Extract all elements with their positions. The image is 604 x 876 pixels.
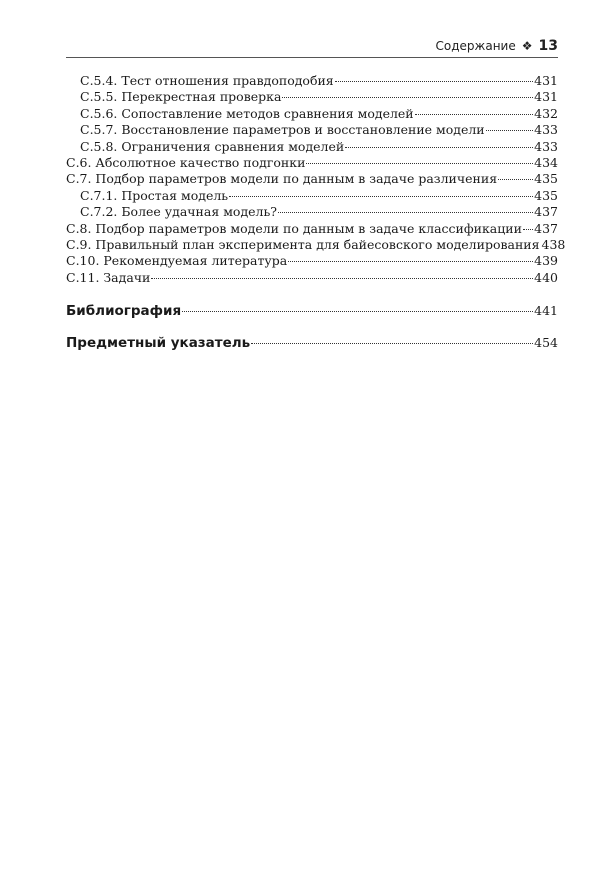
toc-entry-page: 434 (534, 154, 558, 170)
toc-entry-label: С.5.4. Тест отношения правдоподобия (80, 73, 334, 88)
table-of-contents (66, 73, 566, 353)
dot-leader (229, 195, 533, 197)
toc-entry[interactable] (66, 253, 558, 269)
dot-leader (278, 211, 533, 213)
toc-entry[interactable] (66, 171, 558, 187)
toc-chapter-bibliography[interactable] (66, 301, 558, 321)
toc-entry-label: С.11. Задачи (66, 269, 151, 285)
spacer (66, 321, 558, 333)
toc-entry-page: 433 (534, 138, 558, 154)
toc-entry-page: 439 (534, 253, 558, 269)
toc-entry[interactable] (66, 204, 558, 220)
toc-chapter-page: 441 (534, 303, 558, 319)
toc-entry[interactable] (66, 236, 566, 253)
toc-entry-label: С.6. Абсолютное качество подгонки (66, 154, 306, 170)
page-number: 13 (538, 38, 558, 54)
dot-leader (306, 162, 533, 164)
toc-entry[interactable] (66, 73, 558, 89)
toc-chapter-page: 454 (534, 335, 558, 351)
dot-leader (251, 342, 533, 344)
running-head (66, 36, 558, 56)
toc-entry[interactable] (66, 188, 558, 204)
toc-entry-label: С.5.5. Перекрестная проверка (80, 89, 282, 105)
toc-entry-page: 437 (534, 204, 558, 220)
running-head-title: Содержание (435, 39, 516, 53)
dot-leader (498, 178, 533, 180)
toc-entry-page: 435 (534, 171, 558, 187)
toc-entry-label: С.10. Рекомендуемая литература (66, 253, 288, 269)
toc-entry[interactable] (66, 122, 558, 138)
dot-leader (335, 80, 533, 82)
toc-entry-page: 435 (534, 187, 558, 203)
toc-entry-label: С.7.2. Более удачная модель? (80, 204, 277, 220)
toc-entry-label: С.9. Правильный план эксперимента для байесовского моделирования (66, 236, 540, 252)
toc-entry-label: С.5.6. Сопоставление методов сравнения моделей (80, 105, 414, 121)
toc-chapter-subject-index[interactable] (66, 333, 558, 353)
toc-entry[interactable] (66, 139, 558, 155)
toc-entry[interactable] (66, 221, 558, 237)
dot-leader (182, 310, 533, 312)
toc-entry-page: 431 (534, 73, 558, 88)
toc-entry[interactable] (66, 270, 558, 286)
header-rule (66, 57, 558, 58)
dot-leader (345, 146, 533, 148)
spacer (66, 286, 558, 301)
toc-entry-page: 438 (541, 236, 566, 252)
toc-entry-page: 433 (534, 122, 558, 138)
dot-leader (288, 260, 533, 262)
dot-leader (523, 228, 533, 230)
toc-entry-label: С.5.7. Восстановление параметров и восстановление модели (80, 122, 485, 138)
toc-entry[interactable] (66, 89, 558, 105)
dot-leader (282, 96, 533, 98)
toc-entry-page: 440 (534, 269, 558, 285)
fleuron-icon: ❖ (521, 39, 533, 53)
toc-entry-label: С.5.8. Ограничения сравнения моделей (80, 138, 345, 154)
toc-entry-label: С.8. Подбор параметров модели по данным в задаче классификации (66, 220, 522, 236)
toc-entry[interactable] (66, 106, 558, 122)
toc-entry-label: С.7. Подбор параметров модели по данным в задаче различения (66, 171, 498, 187)
toc-entry-label: С.7.1. Простая модель (80, 187, 229, 203)
toc-entry[interactable] (66, 155, 558, 171)
dot-leader (486, 129, 534, 131)
toc-entry-page: 432 (534, 105, 558, 121)
toc-entry-page: 437 (534, 220, 558, 236)
toc-chapter-label: Предметный указатель (66, 335, 251, 352)
dot-leader (151, 277, 533, 279)
dot-leader (415, 113, 534, 115)
toc-entry-page: 431 (534, 89, 558, 105)
toc-chapter-label: Библиография (66, 303, 182, 320)
